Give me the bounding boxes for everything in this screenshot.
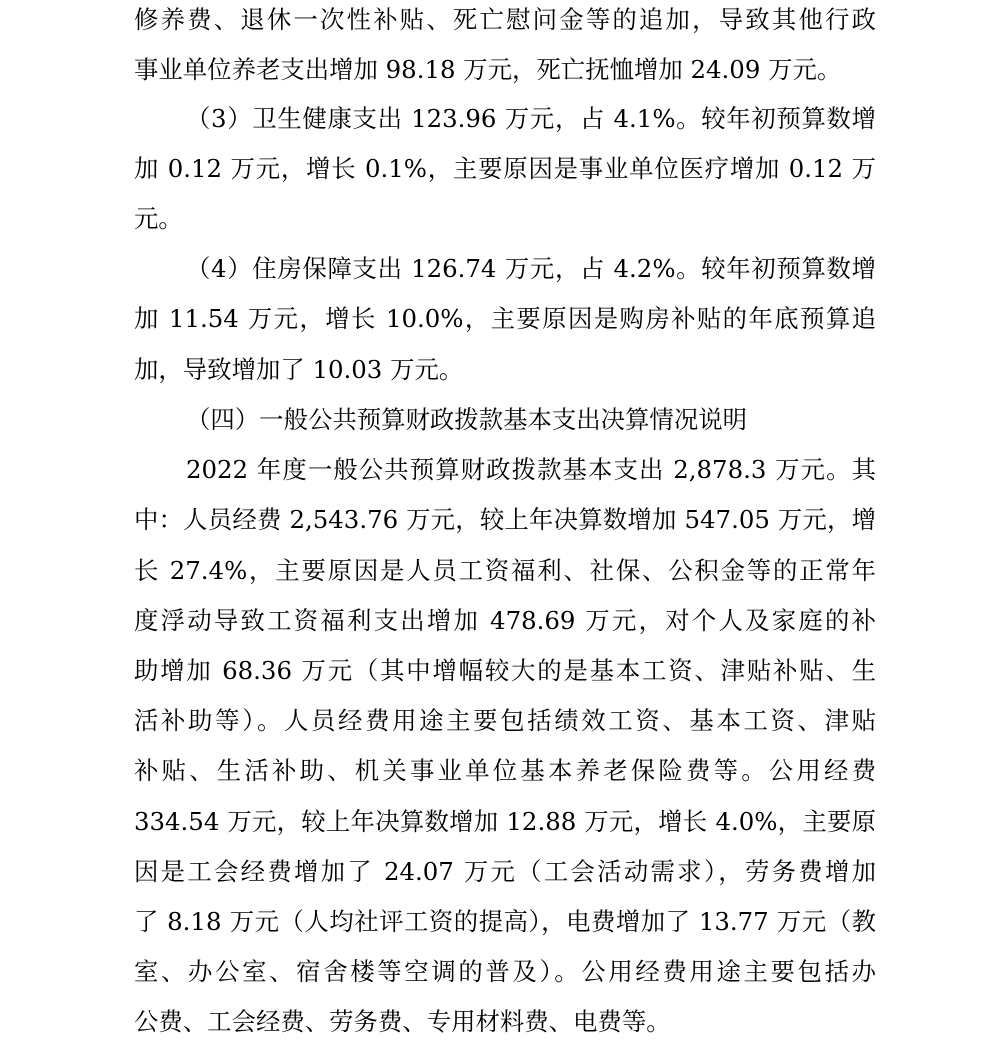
- text-line: 元。: [134, 204, 183, 233]
- text-line: 加 0.12 万元，增长 0.1%，主要原因是事业单位医疗增加 0.12 万: [134, 154, 876, 183]
- text-line: 助增加 68.36 万元（其中增幅较大的是基本工资、津贴补贴、生: [134, 656, 876, 685]
- text-line: 修养费、退休一次性补贴、死亡慰问金等的追加，导致其他行政: [134, 5, 876, 34]
- text-line: 中：人员经费 2,543.76 万元，较上年决算数增加 547.05 万元，增: [134, 505, 876, 534]
- text-line: 室、办公室、宿舍楼等空调的普及）。公用经费用途主要包括办: [134, 957, 876, 986]
- text-line: 加 11.54 万元，增长 10.0%，主要原因是购房补贴的年底预算追: [134, 304, 876, 333]
- text-line: 加，导致增加了 10.03 万元。: [134, 355, 464, 384]
- text-line: 因是工会经费增加了 24.07 万元（工会活动需求），劳务费增加: [134, 857, 876, 886]
- text-line: 活补助等）。人员经费用途主要包括绩效工资、基本工资、津贴: [134, 706, 876, 735]
- text-line: （3）卫生健康支出 123.96 万元，占 4.1%。较年初预算数增: [186, 104, 876, 133]
- text-line: （4）住房保障支出 126.74 万元，占 4.2%。较年初预算数增: [186, 254, 876, 283]
- text-line: 334.54 万元，较上年决算数增加 12.88 万元，增长 4.0%，主要原: [134, 807, 876, 836]
- text-line: 事业单位养老支出增加 98.18 万元，死亡抚恤增加 24.09 万元。: [134, 55, 842, 84]
- text-line: 度浮动导致工资福利支出增加 478.69 万元，对个人及家庭的补: [134, 606, 876, 635]
- text-line: 了 8.18 万元（人均社评工资的提高），电费增加了 13.77 万元（教: [134, 907, 876, 936]
- text-line: 2022 年度一般公共预算财政拨款基本支出 2,878.3 万元。其: [186, 455, 876, 484]
- text-line: 长 27.4%，主要原因是人员工资福利、社保、公积金等的正常年: [134, 556, 876, 585]
- section-heading: （四）一般公共预算财政拨款基本支出决算情况说明: [186, 405, 747, 434]
- text-line: 补贴、生活补助、机关事业单位基本养老保险费等。公用经费: [134, 756, 876, 785]
- text-line: 公费、工会经费、劳务费、专用材料费、电费等。: [134, 1007, 671, 1036]
